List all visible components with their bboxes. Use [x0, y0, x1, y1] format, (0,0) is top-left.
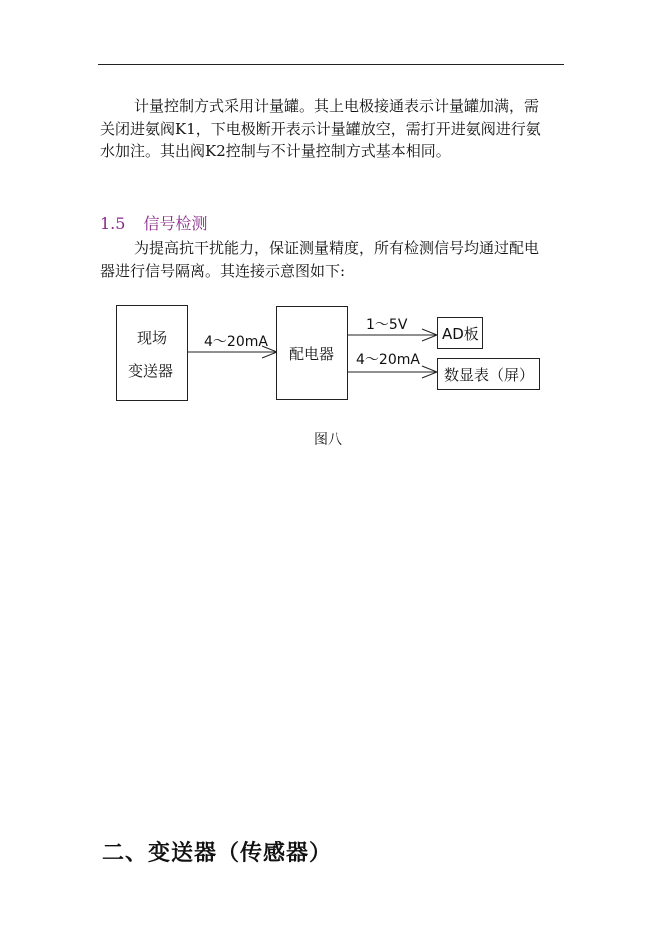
section-number: 1.5	[100, 214, 126, 233]
distributor-label: 配电器	[289, 345, 335, 363]
section-title: 信号检测	[143, 214, 208, 233]
digital-display-box	[437, 358, 540, 390]
section-heading	[100, 211, 207, 234]
header-rule	[98, 64, 564, 65]
arrowhead	[422, 329, 437, 341]
ad-board-box	[437, 317, 483, 349]
distributor-box	[276, 306, 348, 400]
figure-caption: 图八	[314, 432, 342, 448]
digital-display-label: 数显表（屏）	[444, 366, 535, 384]
field-transmitter-box	[116, 305, 188, 401]
paragraph-text: 为提高抗干扰能力，保证测量精度，所有检测信号均通过配电器进行信号隔离。其连接示意图如下:	[100, 239, 540, 280]
output-signal-2-label: 4～20mA	[356, 352, 420, 368]
arrowhead	[422, 366, 437, 378]
ad-board-label: AD板	[442, 325, 479, 343]
field-transmitter-line1: 现场	[137, 329, 168, 347]
output-signal-1-label: 1～5V	[366, 317, 408, 333]
section-paragraph	[100, 237, 548, 282]
paragraph-text: 计量控制方式采用计量罐。其上电极接通表示计量罐加满，需关闭进氨阀K1，下电极断开表示计量罐放空，需打开进氨阀进行氨水加注。其出阀K2控制与不计量控制方式基本相同。	[100, 97, 541, 160]
body-paragraph	[100, 95, 548, 163]
chapter-heading: 二、变送器（传感器）	[102, 841, 333, 866]
input-signal-label: 4～20mA	[204, 334, 268, 350]
field-transmitter-line2: 变送器	[128, 362, 174, 380]
